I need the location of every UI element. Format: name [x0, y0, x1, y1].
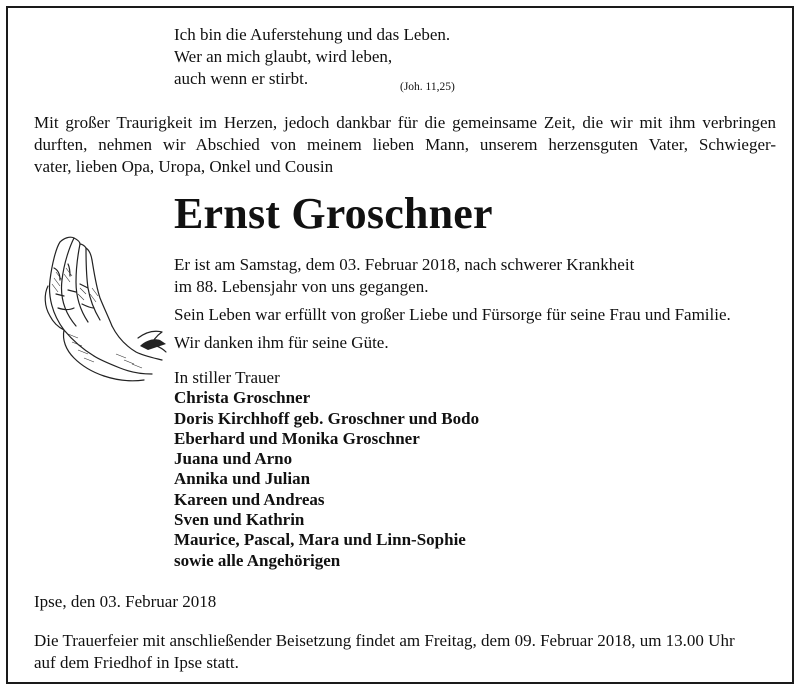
mourner-name: Christa Groschner: [174, 388, 311, 408]
intro-line-2: durften, nehmen wir Abschied von meinem lieben Mann, unserem herzensguten Vater, Schwieger-: [34, 135, 776, 154]
praying-hands-icon: [34, 234, 170, 390]
death-line-1: Er ist am Samstag, dem 03. Februar 2018, nach schwerer Krankheit: [174, 255, 635, 274]
quote-line-3: auch wenn er stirbt.: [174, 69, 309, 88]
obituary-frame: [6, 6, 794, 684]
mourner-name: Eberhard und Monika Groschner: [174, 428, 420, 448]
mourner-name: Doris Kirchhoff geb. Groschner und Bodo: [174, 408, 480, 428]
deceased-name: Ernst Groschner: [174, 189, 493, 238]
quote-line-1: Ich bin die Auferstehung und das Leben.: [174, 25, 451, 44]
quote-reference: (Joh. 11,25): [400, 81, 455, 93]
mourners-heading: In stiller Trauer: [174, 368, 280, 387]
mourner-name: Annika und Julian: [174, 469, 311, 489]
life-statement: Sein Leben war erfüllt von großer Liebe und Fürsorge für seine Frau und Familie.: [174, 305, 731, 324]
death-line-2: im 88. Lebensjahr von uns gegangen.: [174, 277, 429, 296]
intro-line-1: Mit großer Traurigkeit im Herzen, jedoch dankbar für die gemeinsame Zeit, die wir mit ihm verbringen: [34, 113, 776, 132]
quote-line-2: Wer an mich glaubt, wird leben,: [174, 47, 393, 66]
funeral-info: [34, 630, 778, 674]
intro-line-3: vater, lieben Opa, Uropa, Onkel und Cousin: [34, 157, 334, 176]
funeral-line-1: Die Trauerfeier mit anschließender Beisetzung findet am Freitag, dem 09. Februar 2018, um 13.00 Uhr: [34, 631, 735, 650]
mourner-name: Kareen und Andreas: [174, 489, 325, 509]
mourners-list: [174, 388, 479, 571]
mourners-block: [174, 368, 479, 571]
mourner-name: Sven und Kathrin: [174, 510, 305, 530]
mourner-name: Maurice, Pascal, Mara und Linn-Sophie: [174, 530, 466, 550]
funeral-line-2: auf dem Friedhof in Ipse statt.: [34, 653, 239, 672]
announcement-text: [174, 254, 778, 354]
place-date: Ipse, den 03. Februar 2018: [34, 592, 217, 611]
intro-text: [34, 112, 776, 178]
mourner-name: Juana und Arno: [174, 449, 293, 469]
mourner-name: sowie alle Angehörigen: [174, 550, 341, 570]
thanks-statement: Wir danken ihm für seine Güte.: [174, 333, 389, 352]
